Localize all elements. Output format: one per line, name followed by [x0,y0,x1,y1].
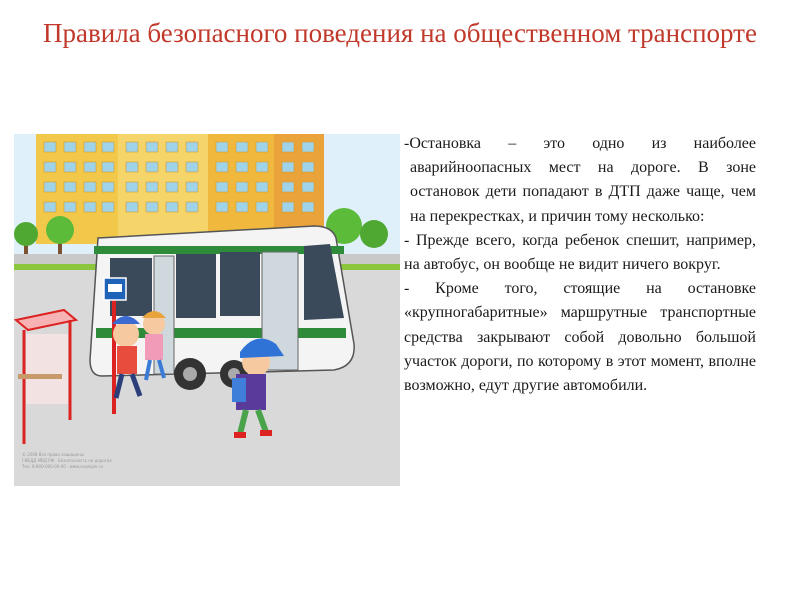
paragraph-large-vehicles: - Кроме того, стоящие на остановке «крупногабаритные» маршрутные транспортные средства закрывают собой довольно большой участок дороги, по которому в этот момент, вполне возможно, едут другие автомобили. [404,280,756,395]
caption-line: Тел. 8-800-000-00-00 · www.example.ru [22,464,103,469]
paragraph-hurry: - Прежде всего, когда ребенок спешит, например, на автобус, он вообще не видит ничего вокруг. [404,231,756,274]
caption-line: ГИБДД МВД РФ · Безопасность на дорогах [22,458,112,463]
body-text [404,132,756,398]
bus-stop-illustration [14,134,400,486]
caption-line: © 2008 Все права защищены [22,452,85,457]
slide-title: Правила безопасного поведения на общественном транспорте [43,18,757,48]
paragraph-intro: -Остановка – это одно из наиболее аварийноопасных мест на дороге. В зоне остановок дети попадают в ДТП даже чаще, чем на перекрестках, и причин тому несколько: [404,135,756,225]
